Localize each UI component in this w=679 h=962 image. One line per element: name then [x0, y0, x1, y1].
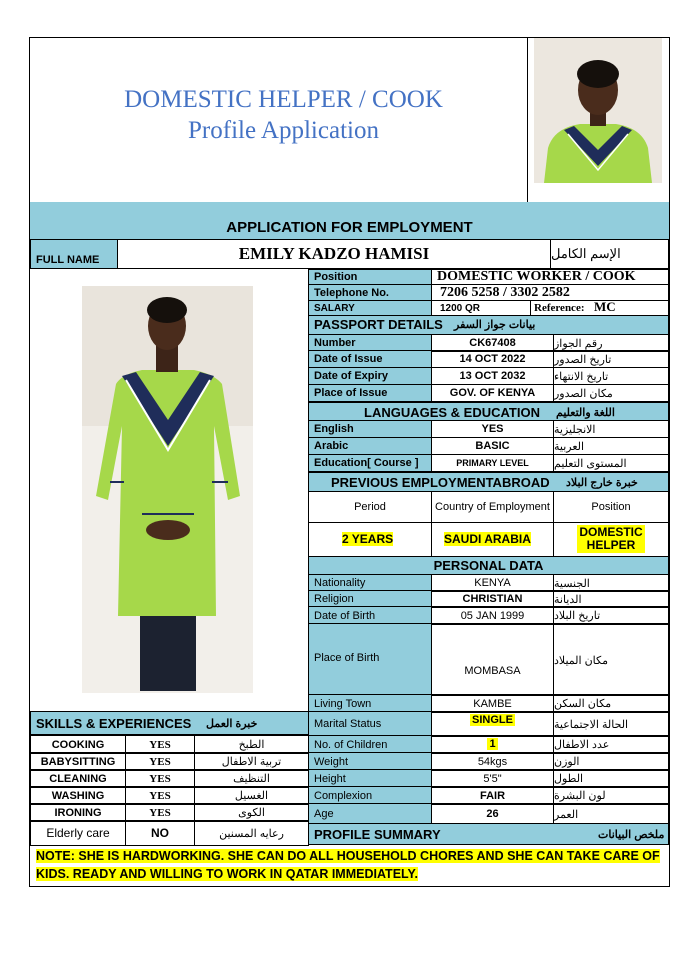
personal-value-text: 1 [489, 738, 496, 750]
personal-row-value [431, 711, 554, 737]
personal-row-ar: تاريخ البلاد [553, 606, 669, 625]
skill-row-ar: الغسيل [194, 786, 309, 805]
passport-row-value: 14 OCT 2022 [431, 350, 554, 368]
full-name-value: EMILY KADZO HAMISI [117, 239, 551, 269]
telephone-value: 7206 5258 / 3302 2582 [431, 284, 669, 301]
skill-row-value: YES [125, 803, 195, 822]
skill-row-ar: الكوى [194, 803, 309, 822]
personal-value-text: 5'5" [483, 772, 502, 785]
personal-label-text: Complexion [314, 789, 373, 802]
passport-row-ar: مكان الصدور [553, 384, 669, 402]
full-body-photo [82, 286, 253, 693]
personal-label-text: Weight [314, 755, 349, 768]
header-divider [527, 38, 528, 202]
salary-label: SALARY [308, 300, 432, 316]
page-title: DOMESTIC HELPER / COOK [124, 86, 443, 113]
salary-value: 1200 QR [431, 300, 531, 316]
passport-row-value: GOV. OF KENYA [431, 384, 554, 402]
language-row-label: English [308, 420, 432, 438]
personal-row-ar: الحالة الاجتماعية [553, 711, 669, 737]
personal-label-text: Marital Status [314, 718, 382, 730]
personal-label-text: Place of Birth [314, 652, 380, 664]
skill-row-ar: رعايه المسنين [194, 820, 309, 846]
band-title: APPLICATION FOR EMPLOYMENT [226, 218, 473, 236]
previous-country-value: SAUDI ARABIA [444, 532, 531, 546]
col-country: Country of Employment [431, 491, 554, 523]
position-value: DOMESTIC WORKER / COOK [431, 269, 669, 285]
language-row-label: Arabic [308, 437, 432, 455]
personal-row-ar: الطول [553, 769, 669, 788]
full-name-label-ar: الإسم الكامل [550, 239, 669, 269]
language-row-ar: العربية [553, 437, 669, 455]
position-label: Position [308, 269, 432, 285]
personal-title: PERSONAL DATA [308, 556, 669, 575]
personal-value-text: 54kgs [477, 755, 508, 768]
skill-row-value: YES [125, 735, 195, 754]
summary-note-box [30, 845, 669, 881]
language-row-value: YES [431, 420, 554, 438]
summary-note: NOTE: SHE IS HARDWORKING. SHE CAN DO ALL HOUSEHOLD CHORES AND SHE CAN TAKE CARE OF KIDS. READY AND WILLING TO WORK IN QATAR IMMEDIATELY. [36, 849, 660, 881]
personal-row-ar: الجنسية [553, 574, 669, 592]
personal-value-text: MOMBASA [464, 665, 521, 677]
languages-title: LANGUAGES & EDUCATION [364, 405, 540, 420]
personal-value-text: KENYA [474, 577, 511, 589]
language-row-ar: المستوى التعليم [553, 454, 669, 472]
passport-row-label: Date of Expiry [308, 367, 432, 385]
personal-row-ar: مكان الميلاد [553, 623, 669, 696]
language-row-value: PRIMARY LEVEL [431, 454, 554, 472]
col-period: Period [308, 491, 432, 523]
languages-title-ar: اللغة والتعليم [556, 407, 615, 419]
personal-value-text: 05 JAN 1999 [460, 609, 525, 622]
passport-row-label: Date of Issue [308, 350, 432, 368]
previous-period-value: 2 YEARS [342, 532, 394, 546]
personal-value-text: SINGLE [472, 714, 513, 726]
full-name-label: FULL NAME [30, 239, 118, 269]
skill-row-label: CLEANING [30, 769, 126, 788]
skill-row-label: IRONING [30, 803, 126, 822]
personal-label-text: Nationality [314, 577, 366, 589]
personal-row-ar: عدد الاطفال [553, 735, 669, 754]
previous-title-ar: خبرة خارج البلاد [566, 477, 638, 489]
summary-title-ar: ملخص البيانات [598, 829, 665, 841]
skill-row-value: NO [125, 820, 195, 846]
personal-row-ar: العمر [553, 803, 669, 825]
skill-row-label: WASHING [30, 786, 126, 805]
personal-value-text: KAMBE [473, 697, 512, 710]
personal-label-text: Living Town [314, 697, 372, 710]
personal-row-ar: الوزن [553, 752, 669, 771]
telephone-label: Telephone No. [308, 284, 432, 301]
passport-row-ar: تاريخ الانتهاء [553, 367, 669, 385]
personal-row-ar: مكان السكن [553, 694, 669, 713]
language-row-value: BASIC [431, 437, 554, 455]
skill-row-ar: تربية الاطفال [194, 752, 309, 771]
passport-title: PASSPORT DETAILS [314, 317, 443, 332]
personal-label-text: Religion [314, 593, 354, 605]
skills-title: SKILLS & EXPERIENCES [36, 716, 192, 731]
skills-title-ar: خبرة العمل [206, 718, 258, 730]
passport-row-value: CK67408 [431, 334, 554, 352]
language-row-ar: الانجليزية [553, 420, 669, 438]
skill-row-label: COOKING [30, 735, 126, 754]
personal-row-label [308, 803, 432, 825]
skill-row-label: BABYSITTING [30, 752, 126, 771]
personal-row-label [308, 623, 432, 696]
portrait-photo [534, 38, 662, 183]
personal-row-ar: الديانة [553, 590, 669, 608]
personal-value-text: FAIR [479, 789, 506, 802]
skill-row-ar: الطبخ [194, 735, 309, 754]
personal-row-value [431, 623, 554, 696]
personal-label-text: Height [314, 772, 346, 785]
passport-row-label: Place of Issue [308, 384, 432, 402]
page-subtitle: Profile Application [188, 117, 379, 144]
passport-row-value: 13 OCT 2032 [431, 367, 554, 385]
personal-label-text: Age [314, 808, 334, 820]
personal-value-text: CHRISTIAN [462, 593, 523, 605]
personal-label-text: Date of Birth [314, 609, 376, 622]
skill-row-label: Elderly care [30, 820, 126, 846]
col-position: Position [553, 491, 669, 523]
passport-title-ar: بيانات جواز السفر [454, 319, 536, 331]
reference-value: MC [594, 299, 616, 314]
previous-title: PREVIOUS EMPLOYMENTABROAD [331, 475, 550, 490]
personal-row-value [431, 803, 554, 825]
summary-title: PROFILE SUMMARY [314, 827, 441, 842]
passport-row-ar: تاريخ الصدور [553, 350, 669, 368]
personal-value-text: 26 [486, 808, 499, 820]
skill-row-ar: التنظيف [194, 769, 309, 788]
skill-row-value: YES [125, 752, 195, 771]
skill-row-value: YES [125, 786, 195, 805]
header [30, 38, 527, 202]
language-row-label: Education[ Course ] [308, 454, 432, 472]
personal-label-text: No. of Children [314, 738, 388, 751]
skill-row-value: YES [125, 769, 195, 788]
passport-row-label: Number [308, 334, 432, 352]
personal-row-ar: لون البشرة [553, 786, 669, 805]
previous-position-value: DOMESTIC HELPER [577, 525, 645, 553]
reference-label: Reference: [534, 302, 585, 314]
personal-row-label [308, 711, 432, 737]
passport-row-ar: رقم الجواز [553, 334, 669, 352]
